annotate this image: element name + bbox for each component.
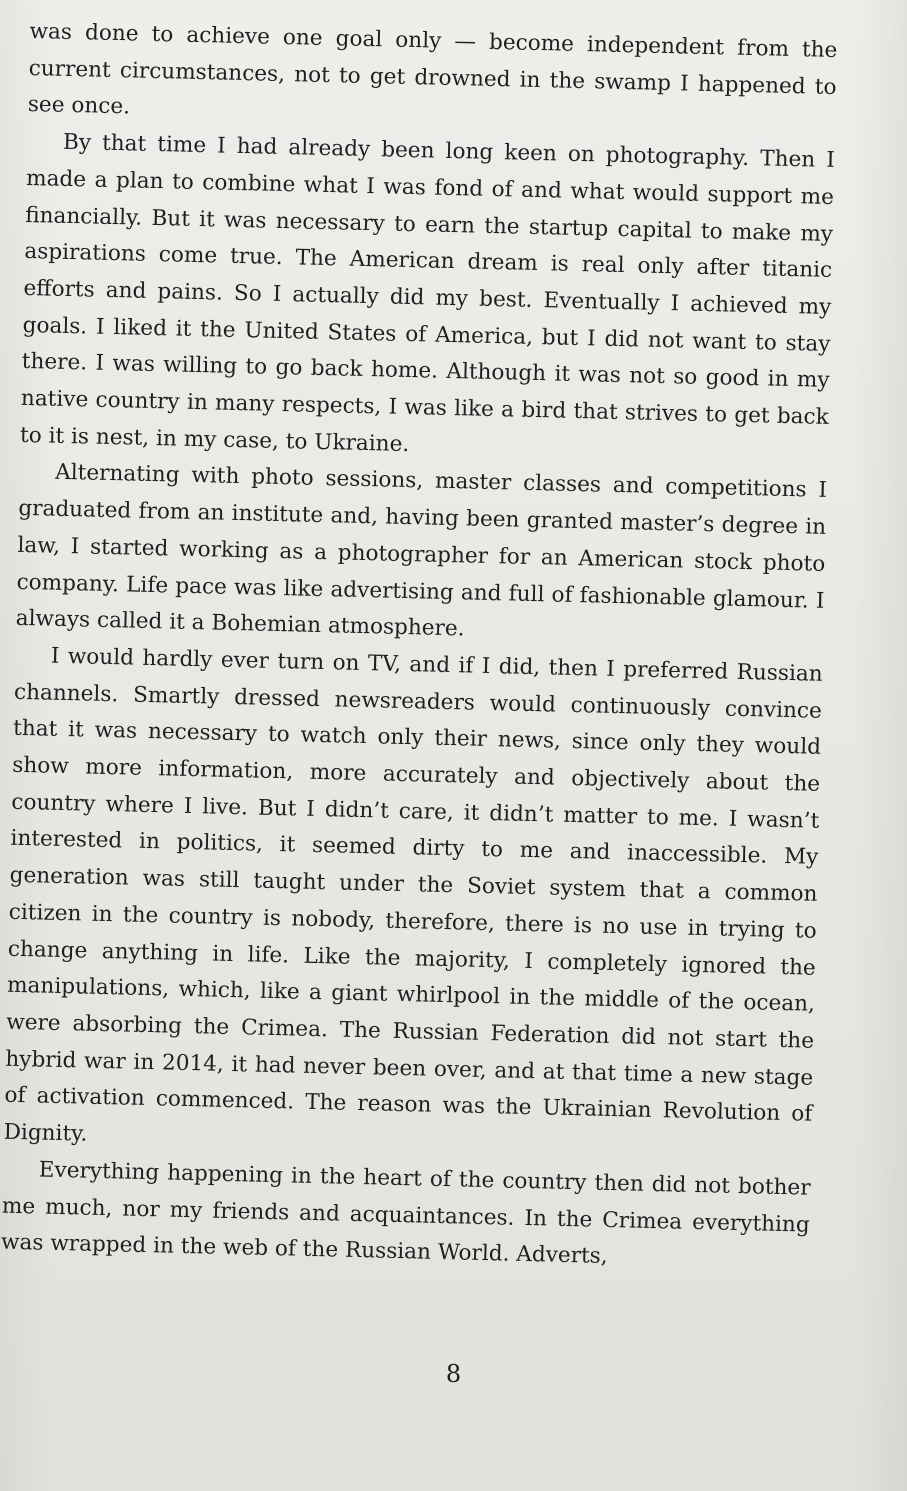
body-text bbox=[1, 14, 838, 1281]
paragraph-1: was done to achieve one goal only — become independent from the current circumstances, not to get drowned in the swamp I happened to see once. bbox=[27, 18, 838, 120]
page-number: 8 bbox=[445, 1360, 462, 1388]
paragraph-4: I would hardly ever turn on TV, and if I did, then I preferred Russian channels. Smartly dressed newsreaders would continuously convince that it was necessary to watch only their news, since only they would show more information, more accurately and objectively about the country where I live. But I didn’t care, it didn’t matter to me. I wasn’t interested in politics, it seemed dirty to me and inaccessible. My generation was still taught under the Soviet system that a common citizen in the country is nobody, therefore, there is no use in trying to change anything in life. Like the majority, I completely ignored the manipulations, which, like a giant whirlpool in the middle of the ocean, were absorbing the Crimea. The Russian Federation did not start the hybrid war in 2014, it had never been over, and at that time a new stage of activation commenced. The reason was the Ukrainian Revolution of Dignity. bbox=[3, 643, 823, 1147]
paragraph-5: Everything happening in the heart of the country then did not bother me much, nor my friends and acquaintances. In the Crimea everything was wrapped in the web of the Russian World. Adverts, bbox=[0, 1157, 811, 1270]
paragraph-3: Alternating with photo sessions, master classes and competitions I graduated from an institute and, having been granted master’s degree in law, I started working as a photographer for an American stock photo company. Life pace was like advertising and full of fashionable glamour. I always called it a Bohemian atmosphere. bbox=[15, 460, 828, 642]
paragraph-2: By that time I had already been long keen on photography. Then I made a plan to combine what I was fond of and what would support me financially. But it was necessary to earn the startup capital to make my aspirations come true. The American dream is real only after titanic efforts and pains. So I actually did my best. Eventually I achieved my goals. I liked it the United States of America, but I did not want to stay there. I was willing to go back home. Although it was not so good in my native country in many respects, I was like a bird that strives to get back to it is nest, in my case, to Ukraine. bbox=[19, 129, 836, 457]
